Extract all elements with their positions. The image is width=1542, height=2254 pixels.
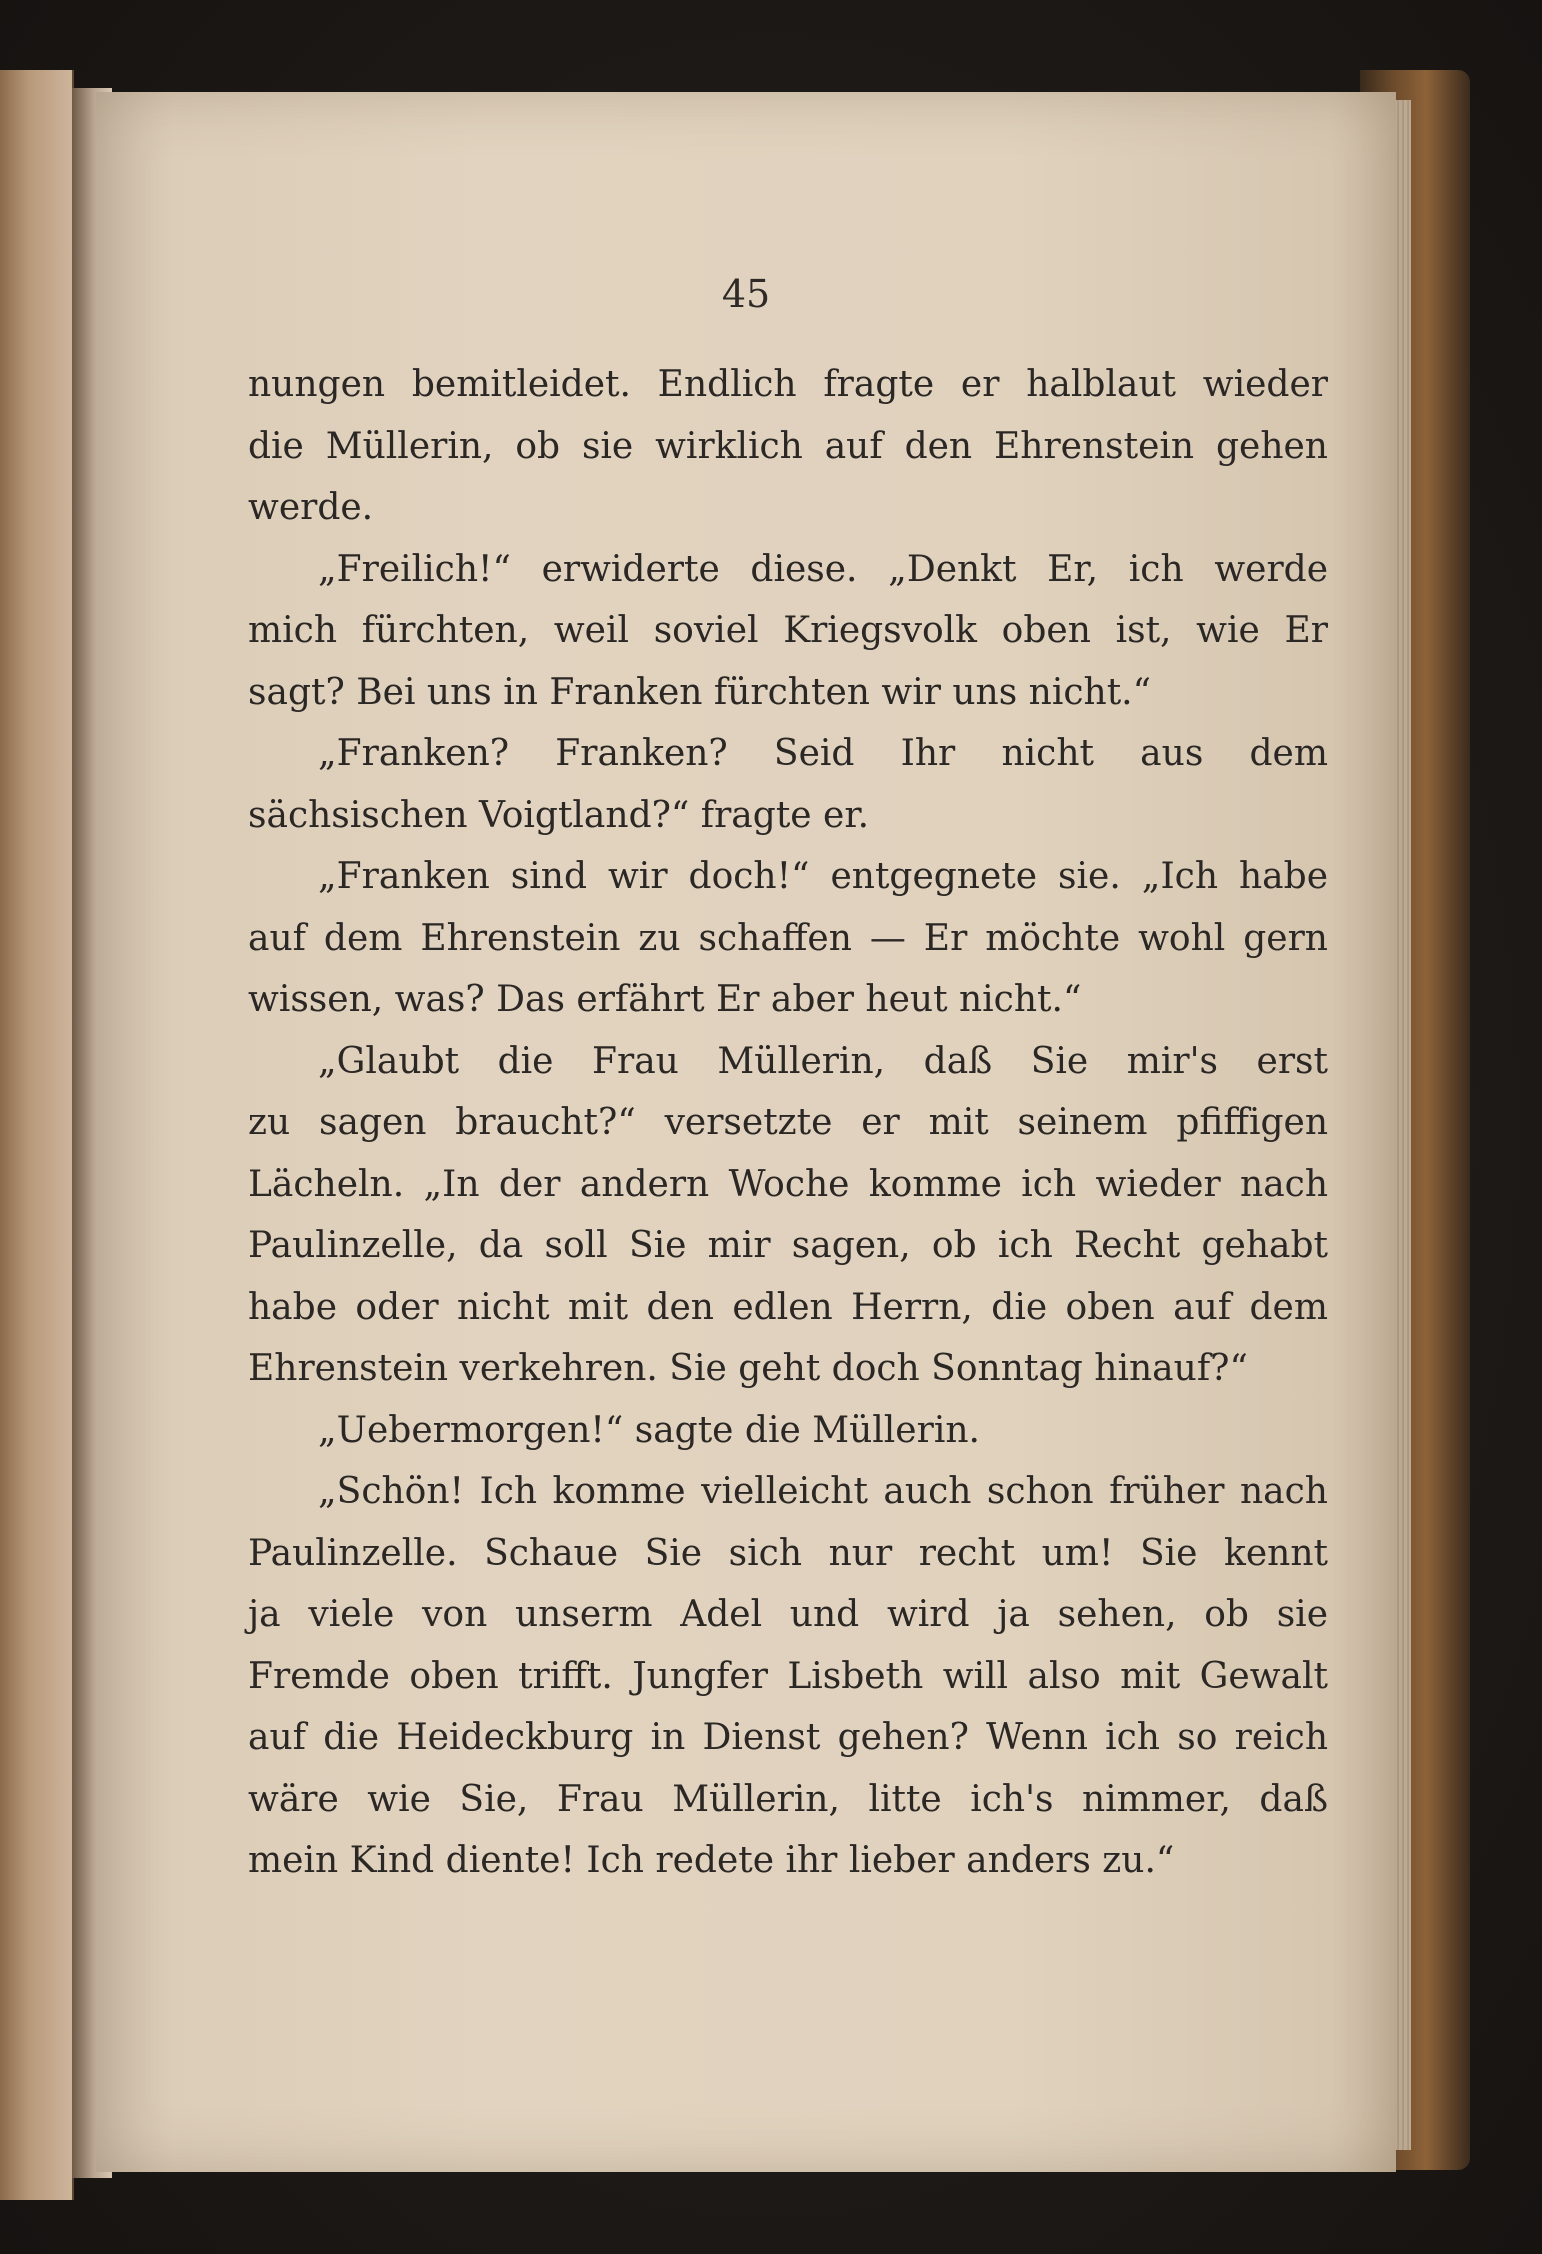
text-line: habe oder nicht mit den edlen Herrn, die oben auf dem [248,1286,1328,1328]
text-line: Lächeln. „In der andern Woche komme ich wieder nach [248,1163,1328,1205]
text-line: wäre wie Sie, Frau Müllerin, litte ich's nimmer, daß [248,1778,1328,1820]
text-line: auf die Heideckburg in Dienst gehen? Wenn ich so reich [248,1717,1328,1758]
text-line: Paulinzelle, da soll Sie mir sagen, ob ich Recht gehabt [248,1225,1328,1266]
text-line: „Freilich!“ erwiderte diese. „Denkt Er, ich werde [318,548,1328,590]
text-line: Fremde oben trifft. Jungfer Lisbeth will also mit Gewalt [248,1655,1328,1697]
text-line: werde. [248,487,374,528]
text-line: zu sagen braucht?“ versetzte er mit seinem pfiffigen [248,1102,1328,1143]
text-line: wissen, was? Das erfährt Er aber heut nicht.“ [248,979,1082,1020]
text-line: Ehrenstein verkehren. Sie geht doch Sonntag hinauf?“ [248,1348,1248,1389]
book-page [96,92,1396,2172]
text-line: „Franken sind wir doch!“ entgegnete sie. „Ich habe [318,856,1328,897]
text-line: nungen bemitleidet. Endlich fragte er halblaut wieder [248,364,1328,405]
text-line: sächsischen Voigtland?“ fragte er. [248,794,870,836]
text-line: Paulinzelle. Schaue Sie sich nur recht um! Sie kennt [248,1532,1328,1574]
page-number: 45 [721,272,771,316]
text-line: die Müllerin, ob sie wirklich auf den Ehrenstein gehen [248,425,1328,467]
text-line: „Schön! Ich komme vielleicht auch schon früher nach [318,1471,1328,1512]
text-line: ja viele von unserm Adel und wird ja sehen, ob sie [248,1594,1328,1635]
text-line: sagt? Bei uns in Franken fürchten wir uns nicht.“ [248,671,1152,713]
text-line: „Franken? Franken? Seid Ihr nicht aus dem [318,733,1328,774]
body-text [248,354,1328,1892]
left-page-edge [0,70,74,2200]
text-line: mein Kind diente! Ich redete ihr lieber anders zu.“ [248,1840,1175,1881]
text-line: mich fürchten, weil soviel Kriegsvolk oben ist, wie Er [248,610,1328,651]
text-line: „Glaubt die Frau Müllerin, daß Sie mir's erst [318,1040,1328,1082]
text-line: „Uebermorgen!“ sagte die Müllerin. [318,1409,980,1451]
text-line: auf dem Ehrenstein zu schaffen — Er möchte wohl gern [248,917,1328,959]
